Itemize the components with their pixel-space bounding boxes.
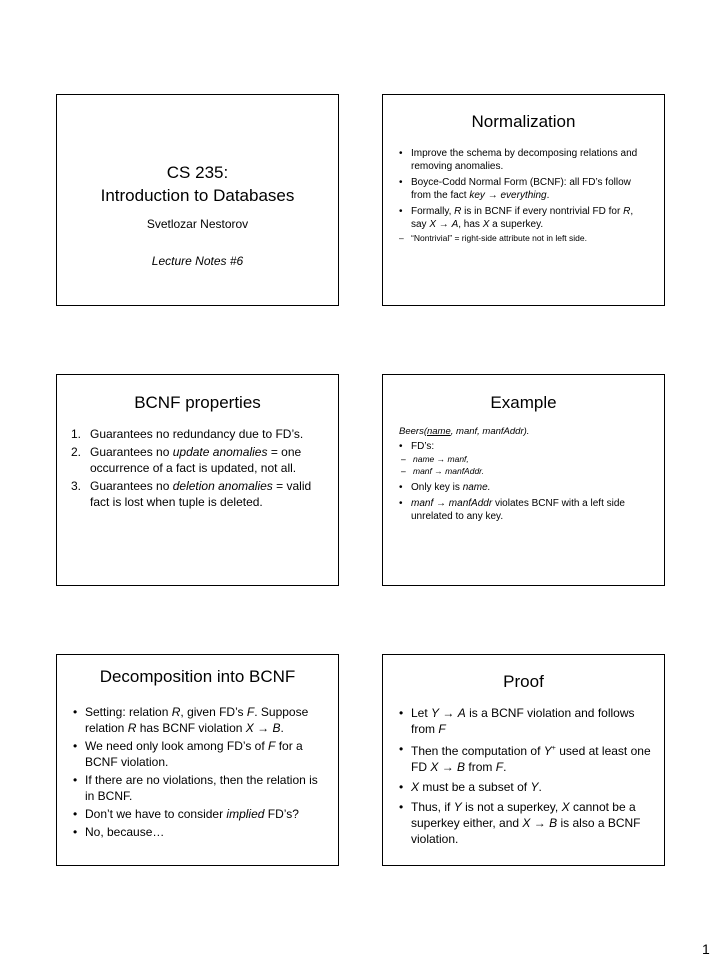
slide-title-decomposition: Decomposition into BCNF bbox=[99, 667, 296, 686]
slide-example bbox=[382, 374, 665, 586]
sub-list-item: – name → manf, bbox=[401, 454, 469, 464]
slide-normalization bbox=[382, 94, 665, 306]
course-title: Introduction to Databases bbox=[100, 186, 295, 205]
list-item: • If there are no violations, then the relation is in BCNF. bbox=[73, 772, 329, 804]
list-item: • Thus, if Y is not a superkey, X cannot be a superkey either, and X → B is also a BCNF violation. bbox=[399, 799, 655, 847]
relation-schema: Beers(name, manf, manfAddr). bbox=[399, 426, 530, 437]
slide-title-bcnf-properties: BCNF properties bbox=[134, 393, 261, 412]
slide-title-proof: Proof bbox=[503, 672, 544, 691]
sub-list-item: – “Nontrivial” = right-side attribute not in left side. bbox=[399, 233, 587, 243]
list-item: 1. Guarantees no redundancy due to FD’s. bbox=[71, 427, 304, 441]
slide-title bbox=[56, 94, 339, 306]
list-item: • We need only look among FD’s of F for a BCNF violation. bbox=[73, 738, 329, 770]
list-item: • Boyce-Codd Normal Form (BCNF): all FD’s follow from the fact key → everything. bbox=[399, 176, 649, 202]
bullet-list bbox=[399, 147, 649, 245]
slide-title-example: Example bbox=[490, 393, 557, 412]
slide-title-normalization: Normalization bbox=[471, 112, 576, 131]
lecture-notes: Lecture Notes #6 bbox=[151, 254, 244, 268]
slide-decomposition bbox=[56, 654, 339, 866]
course-code: CS 235: bbox=[166, 163, 229, 182]
page-number: 1 bbox=[702, 941, 710, 957]
author: Svetlozar Nestorov bbox=[146, 217, 249, 231]
slide-proof bbox=[382, 654, 665, 866]
bullet-list bbox=[399, 440, 649, 523]
list-item: • Then the computation of Y+ used at least one FD X → B from F. bbox=[399, 741, 655, 775]
list-item: 2. Guarantees no update anomalies = one occurrence of a fact is updated, not all. bbox=[71, 445, 302, 475]
list-item: • X must be a subset of Y. bbox=[399, 779, 655, 795]
list-item: • Formally, R is in BCNF if every nontrivial FD for R, say X → A, has X a superkey. bbox=[399, 205, 649, 231]
bullet-list bbox=[73, 704, 329, 840]
slide-bcnf-properties bbox=[56, 374, 339, 586]
list-item: • Don’t we have to consider implied FD’s? bbox=[73, 806, 329, 822]
list-item: • Setting: relation R, given FD’s F. Suppose relation R has BCNF violation X → B. bbox=[73, 704, 329, 736]
list-item: • No, because… bbox=[73, 824, 329, 840]
list-item: • Only key is name. bbox=[399, 481, 649, 494]
list-item: • Improve the schema by decomposing relations and removing anomalies. bbox=[399, 147, 649, 173]
list-item: • FD’s: bbox=[399, 440, 649, 453]
list-item: 3. Guarantees no deletion anomalies = valid fact is lost when tuple is deleted. bbox=[71, 479, 312, 509]
bullet-list bbox=[399, 705, 655, 847]
list-item: • Let Y → A is a BCNF violation and follows from F bbox=[399, 705, 655, 737]
numbered-list bbox=[71, 426, 329, 510]
list-item: • manf → manfAddr violates BCNF with a left side unrelated to any key. bbox=[399, 497, 649, 523]
sub-list-item: – manf → manfAddr. bbox=[401, 466, 485, 476]
